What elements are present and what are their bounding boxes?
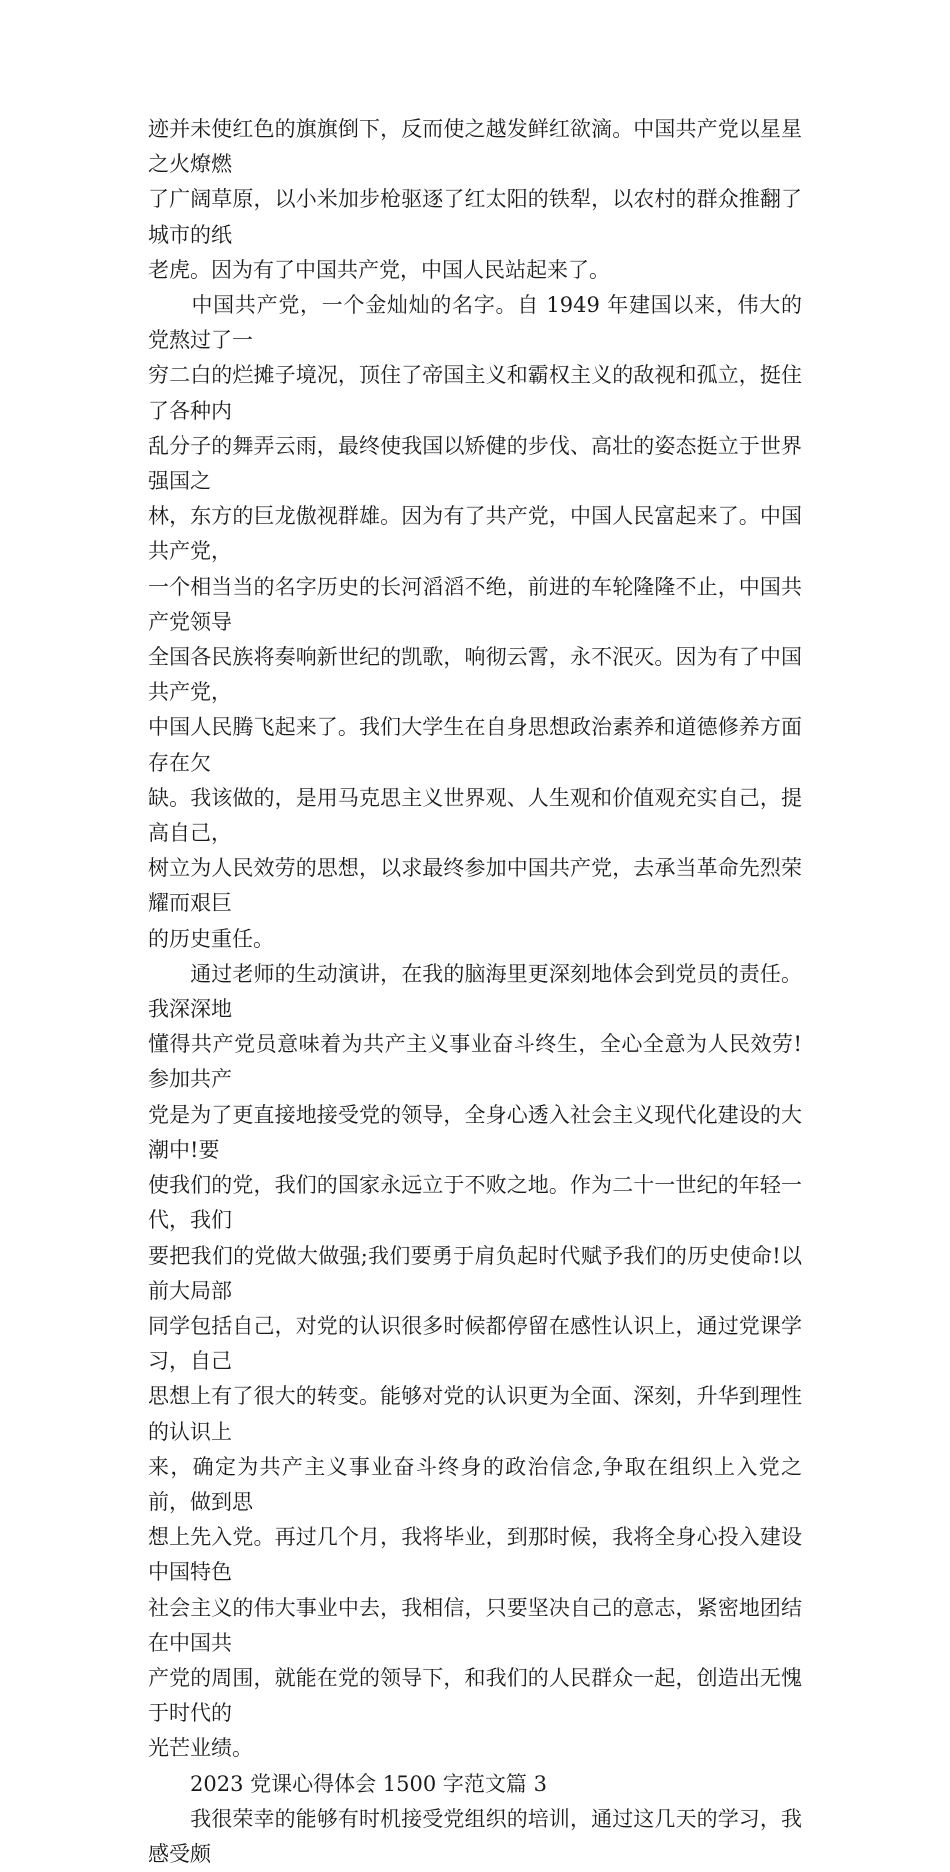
paragraph-5: 我很荣幸的能够有时机接受党组织的培训，通过这几天的学习，我感受颇 (148, 1806, 802, 1866)
document-body (148, 112, 802, 1872)
paragraph-3: 通过老师的生动演讲，在我的脑海里更深刻地体会到党员的责任。我深深地 懂得共产党员意味着为共产主义事业奋斗终生，全心全意为人民效劳!参加共产 党是为了更直接地接受党的领导，全身心透入社会主义现代化建设的大潮中!要 使我们的党，我们的国家永远立于不败之地。作为二十一世纪的年轻一代，我们 要把我们的党做大做强;我们要勇于肩负起时代赋予我们的历史使命!以前大局部 同学包括自己，对党的认识很多时候都停留在感性认识上，通过党课学习，自己 思想上有了很大的转变。能够对党的认识更为全面、深刻，升华到理性的认识上 来，确定为共产主义事业奋斗终身的政治信念,争取在组织上入党之前，做到思 想上先入党。再过几个月，我将毕业，到那时候，我将全身心投入建设中国特色 社会主义的伟大事业中去，我相信，只要坚决自己的意志，紧密地团结在中国共 产党的周围，就能在党的领导下，和我们的人民群众一起，创造出无愧于时代的 光芒业绩。 (148, 961, 802, 1761)
section-heading: 2023 党课心得体会 1500 字范文篇 3 (148, 1771, 547, 1796)
paragraph-1: 迹并未使红色的旗旗倒下，反而使之越发鲜红欲滴。中国共产党以星星之火燎燃 了广阔草原，以小米加步枪驱逐了红太阳的铁犁，以农村的群众推翻了城市的纸 老虎。因为有了中国共产党，中国人民站起来了。 (148, 117, 802, 282)
paragraph-2: 中国共产党，一个金灿灿的名字。自 1949 年建国以来，伟大的党熬过了一 穷二白的烂摊子境况，顶住了帝国主义和霸权主义的敌视和孤立，挺住了各种内 乱分子的舞弄云雨，最终使我国以矫健的步伐、高壮的姿态挺立于世界强国之 林，东方的巨龙傲视群雄。因为有了共产党，中国人民富起来了。中国共产党， 一个相当当的名字历史的长河滔滔不绝，前进的车轮隆隆不止，中国共产党领导 全国各民族将奏响新世纪的凯歌，响彻云霄，永不泯灭。因为有了中国共产党， 中国人民腾飞起来了。我们大学生在自身思想政治素养和道德修养方面存在欠 缺。我该做的，是用马克思主义世界观、人生观和价值观充实自己，提高自己， 树立为人民效劳的思想，以求最终参加中国共产党，去承当革命先烈荣耀而艰巨 的历史重任。 (148, 293, 802, 951)
